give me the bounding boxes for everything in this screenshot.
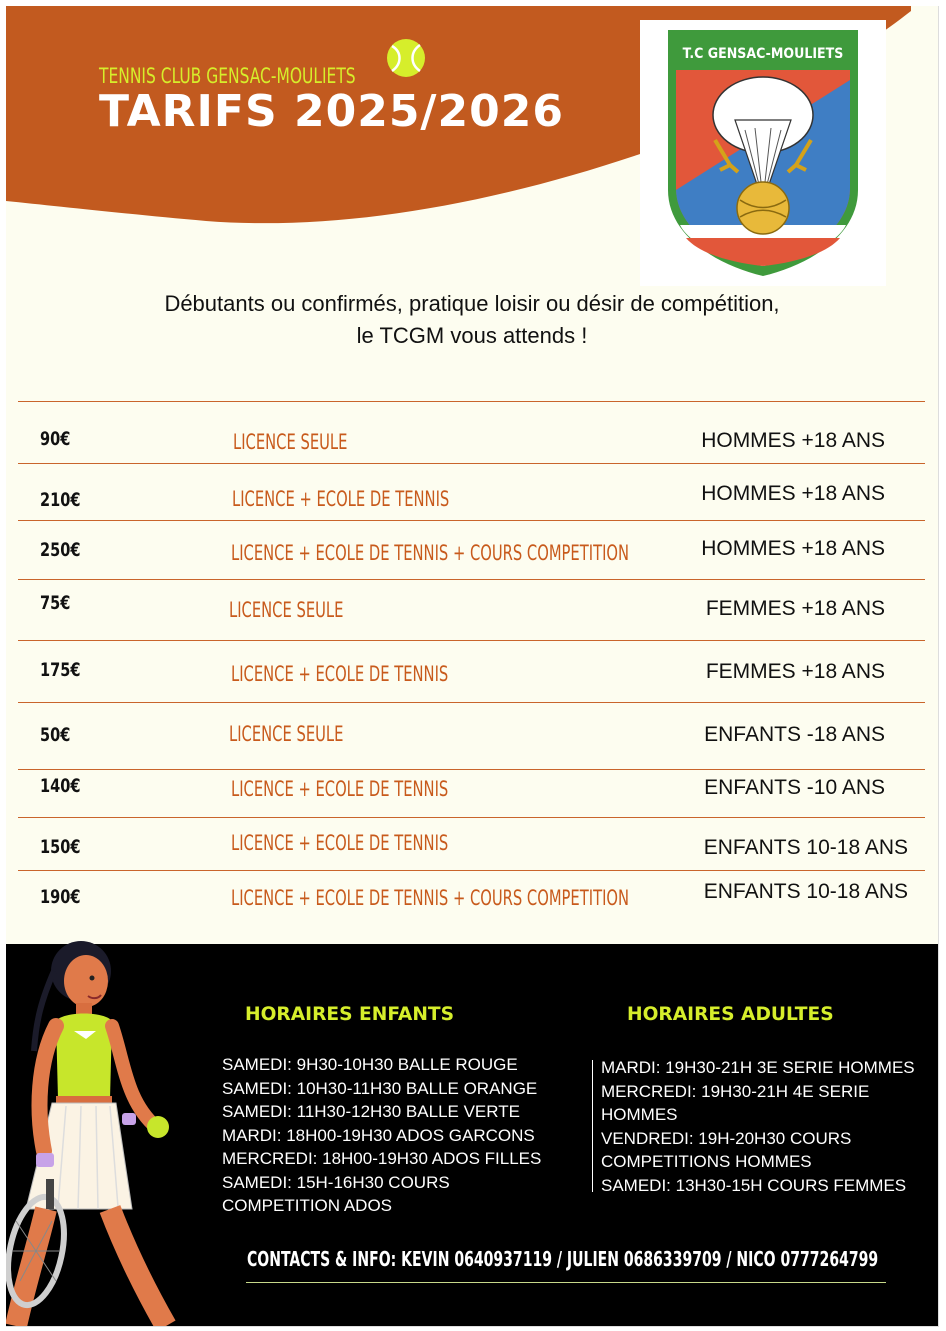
club-logo bbox=[640, 20, 886, 286]
offer-description: LICENCE + ECOLE DE TENNIS bbox=[231, 777, 449, 801]
category: ENFANTS -10 ANS bbox=[704, 776, 885, 799]
category: HOMMES +18 ANS bbox=[701, 429, 885, 452]
contact-underline bbox=[246, 1282, 886, 1283]
category: ENFANTS 10-18 ANS bbox=[703, 880, 908, 903]
kids-schedule-list bbox=[222, 1053, 541, 1218]
table-divider bbox=[18, 640, 925, 641]
price: 150€ bbox=[40, 836, 81, 858]
price: 50€ bbox=[40, 724, 71, 746]
offer-description: LICENCE SEULE bbox=[229, 722, 344, 746]
tennis-player-illustration bbox=[6, 931, 196, 1326]
category: FEMMES +18 ANS bbox=[705, 597, 885, 620]
table-divider bbox=[18, 579, 925, 580]
logo-text: T.C GENSAC-MOULIETS bbox=[682, 46, 844, 62]
schedule-line: MERCREDI: 19H30-21H 4E SERIE bbox=[601, 1081, 870, 1101]
club-name: TENNIS CLUB GENSAC-MOULIETS bbox=[99, 64, 356, 88]
schedule-line: MARDI: 18H00-19H30 ADOS GARCONS bbox=[222, 1125, 535, 1145]
intro-text bbox=[6, 288, 938, 352]
schedule-line: SAMEDI: 13H30-15H COURS FEMMES bbox=[601, 1175, 907, 1195]
contact-info: CONTACTS & INFO: KEVIN 0640937119 / JULIEN 0686339709 / NICO 0777264799 bbox=[247, 1247, 879, 1271]
price: 250€ bbox=[40, 539, 81, 561]
schedule-line: VENDREDI: 19H-20H30 COURS bbox=[601, 1128, 852, 1148]
price: 140€ bbox=[40, 775, 81, 797]
adults-schedule-list bbox=[601, 1056, 915, 1197]
schedule-line: MERCREDI: 18H00-19H30 ADOS FILLES bbox=[222, 1149, 542, 1168]
category: ENFANTS -18 ANS bbox=[704, 723, 885, 746]
table-divider bbox=[18, 463, 925, 464]
offer-description: LICENCE SEULE bbox=[229, 598, 344, 622]
table-divider bbox=[18, 870, 925, 871]
table-divider bbox=[18, 817, 925, 818]
schedule-line: COMPETITIONS HOMMES bbox=[601, 1152, 812, 1171]
schedule-divider bbox=[592, 1060, 593, 1192]
schedule-line: SAMEDI: 11H30-12H30 BALLE VERTE bbox=[222, 1102, 520, 1121]
flyer bbox=[6, 6, 939, 1327]
kids-schedule-title: HORAIRES ENFANTS bbox=[245, 1003, 455, 1025]
table-divider bbox=[18, 520, 925, 521]
price: 175€ bbox=[40, 659, 81, 681]
offer-description: LICENCE + ECOLE DE TENNIS bbox=[231, 831, 449, 855]
category: HOMMES +18 ANS bbox=[701, 482, 885, 505]
price: 75€ bbox=[40, 592, 71, 614]
table-divider bbox=[18, 702, 925, 703]
schedule-line: HOMMES bbox=[601, 1105, 678, 1124]
price: 210€ bbox=[40, 489, 81, 511]
intro-line-1: Débutants ou confirmés, pratique loisir ou désir de compétition, bbox=[164, 291, 780, 316]
category: ENFANTS 10-18 ANS bbox=[703, 836, 908, 859]
table-divider bbox=[18, 769, 925, 770]
page-title: TARIFS 2025/2026 bbox=[99, 86, 564, 137]
offer-description: LICENCE + ECOLE DE TENNIS bbox=[231, 662, 449, 686]
schedule-line: SAMEDI: 9H30-10H30 BALLE ROUGE bbox=[222, 1055, 518, 1074]
offer-description: LICENCE + ECOLE DE TENNIS + COURS COMPETITION bbox=[231, 541, 630, 565]
category: FEMMES +18 ANS bbox=[705, 660, 885, 683]
price: 190€ bbox=[40, 886, 81, 908]
offer-description: LICENCE + ECOLE DE TENNIS + COURS COMPETITION bbox=[231, 886, 630, 910]
offer-description: LICENCE + ECOLE DE TENNIS bbox=[232, 487, 450, 511]
category: HOMMES +18 ANS bbox=[701, 537, 885, 560]
table-divider bbox=[18, 401, 925, 402]
schedule-line: SAMEDI: 10H30-11H30 BALLE ORANGE bbox=[222, 1078, 538, 1098]
price: 90€ bbox=[40, 428, 71, 450]
offer-description: LICENCE SEULE bbox=[233, 430, 348, 454]
intro-line-2: le TCGM vous attends ! bbox=[356, 323, 588, 348]
schedule-line: MARDI: 19H30-21H 3E SERIE HOMMES bbox=[601, 1058, 915, 1077]
schedule-line: COMPETITION ADOS bbox=[222, 1196, 393, 1215]
schedule-line: SAMEDI: 15H-16H30 COURS bbox=[222, 1172, 450, 1192]
adults-schedule-title: HORAIRES ADULTES bbox=[627, 1003, 834, 1025]
tennis-ball-icon bbox=[386, 38, 426, 78]
